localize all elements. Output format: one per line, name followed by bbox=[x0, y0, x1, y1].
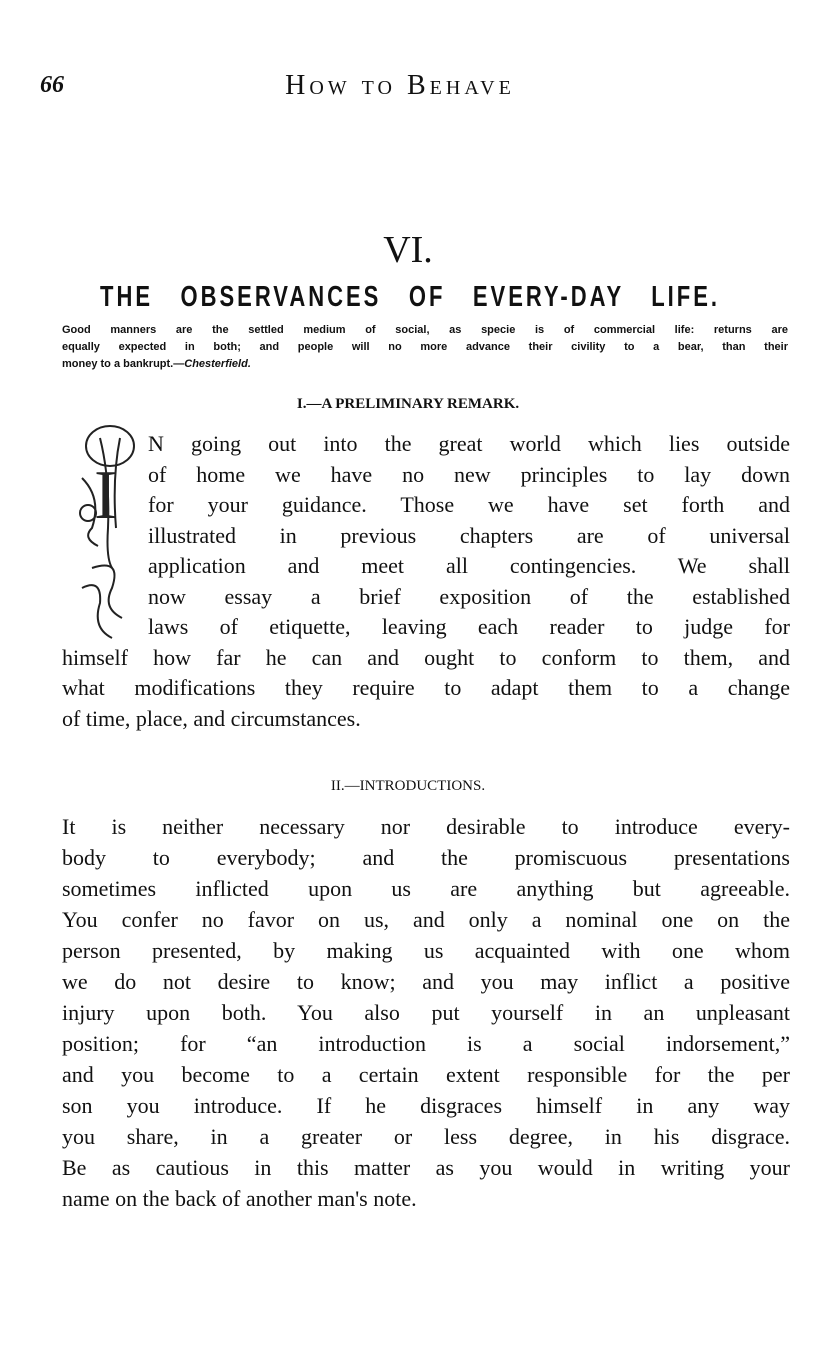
text-line: now essay a brief exposition of the established bbox=[148, 583, 790, 609]
text-line: N going out into the great world which lies outside bbox=[148, 431, 790, 456]
text-line: himself how far he can and ought to conform to them, and bbox=[62, 644, 790, 670]
text-line: of home we have no new principles to lay down bbox=[148, 461, 790, 487]
epigraph-line: Good manners are the settled medium of social, as specie is of commercial life: returns are bbox=[62, 324, 788, 336]
epigraph-last bbox=[62, 358, 251, 370]
text-line: name on the back of another man's note. bbox=[62, 1186, 417, 1211]
text-line: Be as cautious in this matter as you would in writing your bbox=[62, 1155, 790, 1180]
epigraph-line: equally expected in both; and people will no more advance their civility to a bear, than their bbox=[62, 341, 788, 353]
text-line: of time, place, and circumstances. bbox=[62, 705, 361, 731]
text-line: and you become to a certain extent responsible for the per bbox=[62, 1062, 790, 1087]
drop-cap bbox=[72, 418, 148, 648]
text-line: body to everybody; and the promiscuous presentations bbox=[62, 845, 790, 870]
text-line: application and meet all contingencies. We shall bbox=[148, 553, 790, 578]
epigraph-author: Chesterfield. bbox=[184, 358, 251, 370]
text-line: son you introduce. If he disgraces himself in any way bbox=[62, 1093, 790, 1118]
chapter-number: VI. bbox=[383, 229, 433, 271]
section-heading: II.—INTRODUCTIONS. bbox=[330, 778, 486, 794]
text-line: person presented, by making us acquainted with one whom bbox=[62, 938, 790, 963]
text-line: You confer no favor on us, and only a nominal one on the bbox=[62, 907, 790, 932]
text-line: we do not desire to know; and you may inflict a positive bbox=[62, 969, 790, 994]
text-line: position; for “an introduction is a social indorsement,” bbox=[62, 1031, 790, 1056]
text-line: sometimes inflicted upon us are anything but agreeable. bbox=[62, 876, 790, 901]
page-number: 66 bbox=[40, 72, 64, 98]
drop-cap-letter: I bbox=[94, 457, 118, 534]
text-line: illustrated in previous chapters are of universal bbox=[148, 522, 790, 548]
text-line: laws of etiquette, leaving each reader to judge for bbox=[148, 614, 790, 639]
text-line: what modifications they require to adapt them to a change bbox=[62, 675, 790, 700]
epigraph-line: money to a bankrupt.— bbox=[62, 358, 185, 370]
chapter-title: THE OBSERVANCES OF EVERY-DAY LIFE. bbox=[100, 280, 720, 313]
text-line: injury upon both. You also put yourself in an unpleasant bbox=[62, 1000, 790, 1025]
text-line: It is neither necessary nor desirable to introduce every- bbox=[62, 814, 790, 839]
ornamental-initial-icon bbox=[72, 418, 148, 648]
section-heading: I.—A PRELIMINARY REMARK. bbox=[296, 396, 520, 412]
text-line: for your guidance. Those we have set forth and bbox=[148, 492, 790, 517]
running-title: How to Behave bbox=[285, 70, 515, 101]
text-line: you share, in a greater or less degree, in his disgrace. bbox=[62, 1124, 790, 1149]
